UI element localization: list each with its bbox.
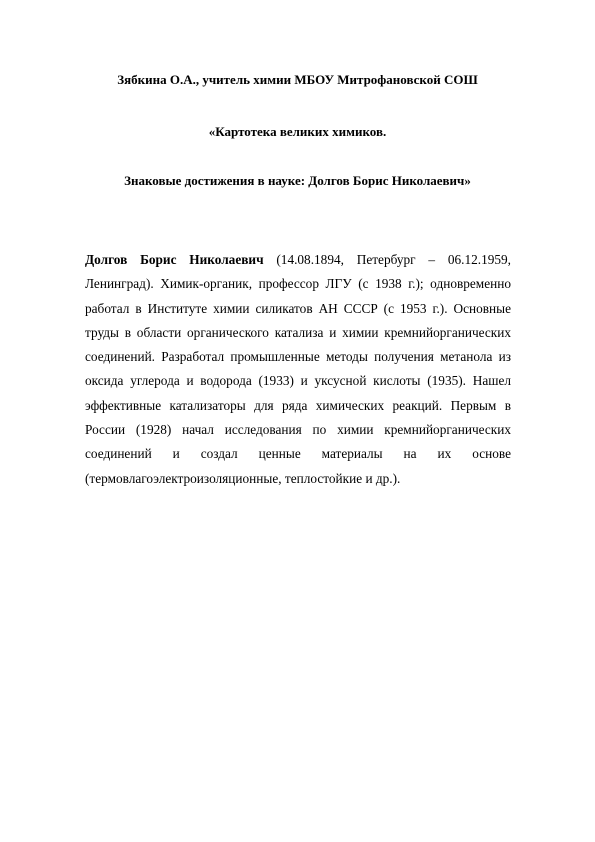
biography-text: (14.08.1894, Петербург – 06.12.1959, Ленинград). Химик-органик, профессор ЛГУ (с 1938 г.); одновременно работал в Институте химии силикатов АН СССР (с 1953 г.). Основные труды в области органического катализа и химии кремнийорганических соединений. Разработал промышленные методы получения метанола из оксида углерода и водорода (1933) и уксусной кислоты (1935). Нашел эффективные катализаторы для ряда химических реакций. Первым в России (1928) начал исследования по химии кремнийорганических соединений и создал ценные материалы на их основе (термовлагоэлектроизоляционные, теплостойкие и др.). <box>85 252 511 486</box>
subtitle-line: Знаковые достижения в науке: Долгов Борис Николаевич» <box>124 173 471 188</box>
title-line: «Картотека великих химиков. <box>208 124 387 139</box>
biography-name: Долгов Борис Николаевич <box>85 252 264 267</box>
biography-paragraph <box>85 248 511 491</box>
author-line: Зябкина О.А., учитель химии МБОУ Митрофановской СОШ <box>117 72 478 87</box>
